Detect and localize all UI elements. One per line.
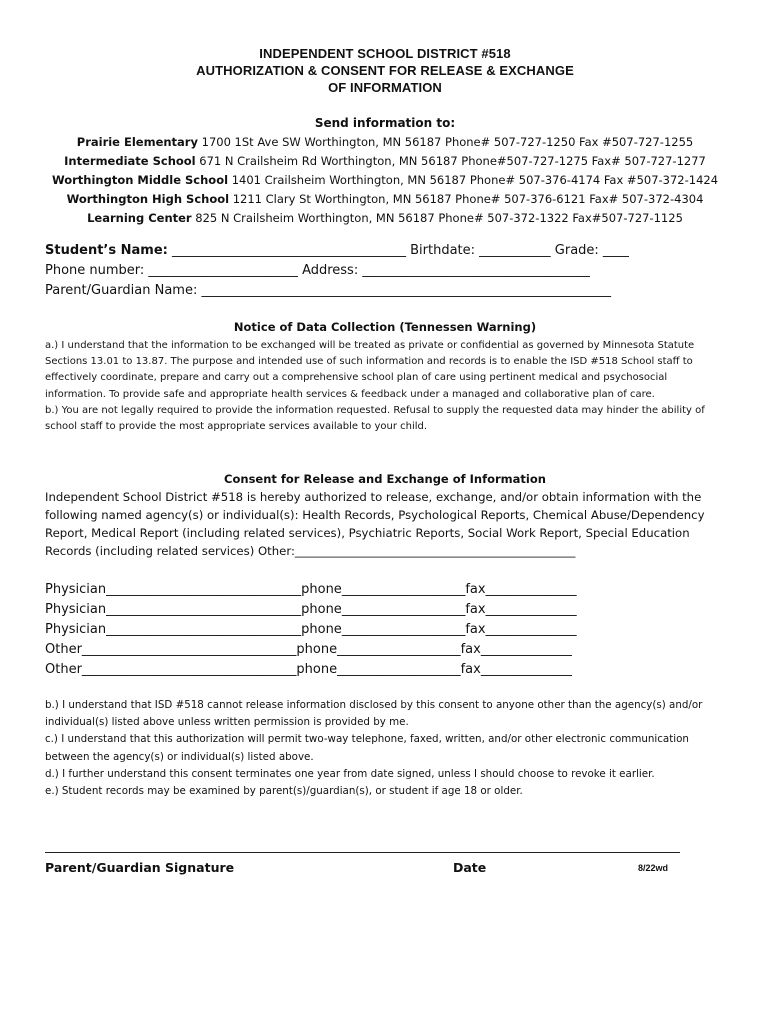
date-label: Date: [453, 860, 487, 875]
parent-name-row: [45, 281, 725, 301]
term-c: c.) I understand that this authorization will permit two-way telephone, faxed, written, and/or other electronic communication between the agency(s) or individual(s) listed above.: [45, 733, 689, 763]
school-details: 1211 Clary St Worthington, MN 56187 Phone# 507-376-6121 Fax# 507-372-4304: [229, 192, 704, 206]
contact-name-field[interactable]: ______________________________: [106, 582, 302, 597]
student-name-field[interactable]: ____________________________________: [167, 243, 411, 258]
contact-label: Physician: [45, 602, 107, 617]
contact-row: [45, 640, 725, 660]
birthdate-field[interactable]: ___________: [475, 243, 555, 258]
parent-name-field[interactable]: _______________________________________________________________: [197, 283, 611, 298]
address-field[interactable]: ___________________________________: [358, 263, 590, 278]
contact-list: [45, 580, 725, 680]
grade-field[interactable]: ____: [598, 243, 629, 258]
parent-name-label: Parent/Guardian Name:: [45, 283, 198, 298]
contact-fax-field[interactable]: ______________: [485, 582, 577, 597]
contact-row: [45, 600, 725, 620]
student-info-fields: [45, 241, 725, 301]
school-entry: [0, 209, 770, 228]
form-code: 8/22wd: [638, 863, 669, 873]
school-name: Worthington High School: [66, 192, 230, 206]
term-e: e.) Student records may be examined by parent(s)/guardian(s), or student if age 18 or older.: [45, 785, 523, 798]
form-header: [0, 45, 770, 96]
contact-label: Physician: [45, 582, 107, 597]
school-details: 1700 1St Ave SW Worthington, MN 56187 Phone# 507-727-1250 Fax #507-727-1255: [197, 135, 694, 149]
contact-fax-field[interactable]: ______________: [480, 642, 572, 657]
contact-row: [45, 580, 725, 600]
school-details: 1401 Crailsheim Worthington, MN 56187 Phone# 507-376-4174 Fax #507-372-1424: [228, 173, 719, 187]
school-details: 825 N Crailsheim Worthington, MN 56187 Phone# 507-372-1322 Fax#507-727-1125: [191, 211, 683, 225]
consent-body: [45, 488, 725, 560]
contact-phone-label: phone: [296, 642, 338, 657]
terms-list: [45, 697, 725, 800]
contact-label: Other: [45, 642, 82, 657]
school-entry: [0, 152, 770, 171]
send-info-title: Send information to:: [314, 116, 456, 130]
contact-fax-field[interactable]: ______________: [480, 662, 572, 677]
student-name-row: [45, 241, 725, 261]
contact-fax-label: fax: [465, 582, 486, 597]
phone-field[interactable]: _______________________: [144, 263, 303, 278]
contact-fax-label: fax: [465, 602, 486, 617]
contact-fax-label: fax: [460, 662, 481, 677]
contact-phone-label: phone: [301, 622, 342, 637]
contact-name-field[interactable]: ______________________________: [106, 602, 302, 617]
contact-phone-field[interactable]: ___________________: [341, 582, 466, 597]
school-list: [0, 133, 770, 228]
phone-label: Phone number:: [45, 263, 145, 278]
contact-row: [45, 660, 725, 680]
grade-label: Grade:: [554, 243, 599, 258]
form-title-cont: OF INFORMATION: [328, 80, 442, 95]
contact-phone-label: phone: [301, 602, 342, 617]
school-name: Prairie Elementary: [76, 135, 198, 149]
school-name: Intermediate School: [64, 154, 196, 168]
school-name: Learning Center: [87, 211, 192, 225]
birthdate-label: Birthdate:: [410, 243, 476, 258]
school-details: 671 N Crailsheim Rd Worthington, MN 56187 Phone#507-727-1275 Fax# 507-727-1277: [195, 154, 706, 168]
form-title: AUTHORIZATION & CONSENT FOR RELEASE & EXCHANGE: [196, 63, 574, 78]
school-name: Worthington Middle School: [51, 173, 229, 187]
contact-label: Other: [45, 662, 82, 677]
contact-name-field[interactable]: _________________________________: [81, 642, 297, 657]
contact-fax-field[interactable]: ______________: [485, 602, 577, 617]
signature-line[interactable]: [45, 852, 680, 853]
contact-fax-label: fax: [460, 642, 481, 657]
contact-phone-label: phone: [301, 582, 342, 597]
contact-fax-label: fax: [465, 622, 486, 637]
school-entry: [0, 190, 770, 209]
consent-text: Independent School District #518 is hereby authorized to release, exchange, and/or obtain information with the following named agency(s) or individual(s): Health Records, Psychological Reports, Chemical Abuse/Dependency Report, Medical Report (including related services), Psychiatric Reports, Social Work Report, Special Education Records (including related services) Other:________________________________________________: [45, 490, 705, 558]
term-d: d.) I further understand this consent terminates one year from date signed, unless I should choose to revoke it earlier.: [45, 767, 655, 780]
contact-name-field[interactable]: ______________________________: [106, 622, 302, 637]
contact-label: Physician: [45, 622, 107, 637]
school-entry: [0, 171, 770, 190]
address-label: Address:: [302, 263, 359, 278]
contact-phone-field[interactable]: ___________________: [337, 662, 461, 677]
contact-phone-field[interactable]: ___________________: [337, 642, 461, 657]
term-b: b.) I understand that ISD #518 cannot release information disclosed by this consent to anyone other than the agency(s) and/or individual(s) listed above unless written permission is provided by me.: [45, 699, 703, 729]
phone-address-row: [45, 261, 725, 281]
contact-name-field[interactable]: _________________________________: [81, 662, 297, 677]
contact-row: [45, 620, 725, 640]
contact-phone-field[interactable]: ___________________: [341, 622, 466, 637]
contact-phone-field[interactable]: ___________________: [341, 602, 466, 617]
district-title: INDEPENDENT SCHOOL DISTRICT #518: [259, 46, 511, 61]
contact-fax-field[interactable]: ______________: [485, 622, 577, 637]
contact-phone-label: phone: [296, 662, 338, 677]
notice-title: Notice of Data Collection (Tennessen Warning): [233, 320, 537, 334]
student-name-label: Student’s Name:: [45, 243, 168, 258]
notice-body: [45, 338, 725, 435]
notice-para-a: a.) I understand that the information to be exchanged will be treated as private or confidential as governed by Minnesota Statute Sections 13.01 to 13.87. The purpose and intended use of such information and records is to enable the ISD #518 School staff to effectively coordinate, prepare and carry out a comprehensive school plan of care using pertinent medical and psychosocial information. To provide safe and appropriate health services & feedback under a managed and collaborative plan of care.: [45, 340, 695, 400]
consent-title: Consent for Release and Exchange of Information: [224, 472, 546, 486]
signature-label: Parent/Guardian Signature: [45, 860, 235, 875]
notice-para-b: b.) You are not legally required to provide the information requested. Refusal to supply the requested data may hinder the ability of school staff to provide the most appropriate services available to your child.: [45, 404, 705, 433]
school-entry: [0, 133, 770, 152]
